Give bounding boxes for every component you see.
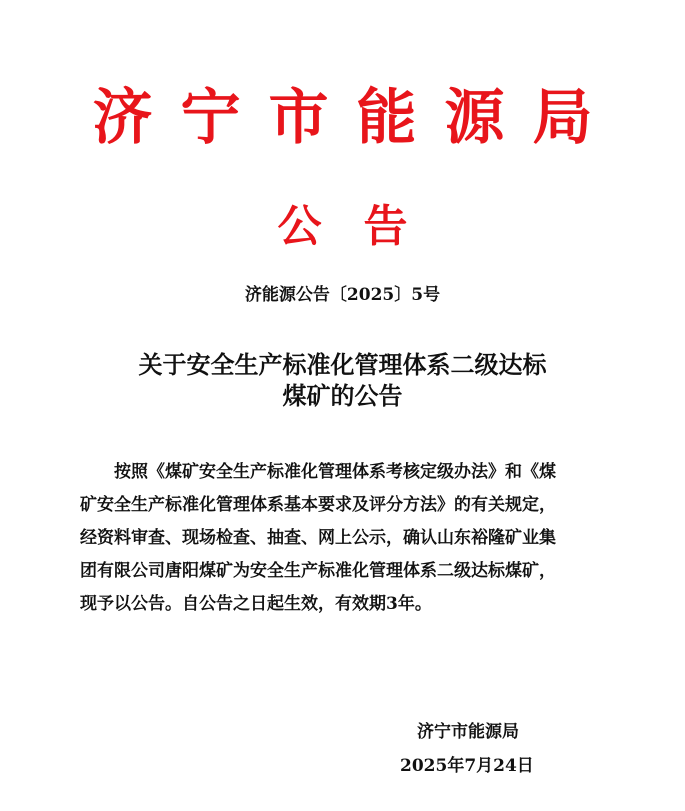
- title-line-1: 关于安全生产标准化管理体系二级达标: [138, 351, 547, 379]
- announcement-body: [80, 456, 608, 621]
- title-line-2: 煤矿的公告: [282, 382, 403, 410]
- signature-issuer: 济宁市能源局: [417, 722, 519, 742]
- issuing-organization-header: 济宁市能源局: [92, 83, 621, 153]
- body-line: 经资料审查、现场检查、抽查、网上公示，确认山东裕隆矿业集: [80, 528, 556, 548]
- body-line: 按照《煤矿安全生产标准化管理体系考核定级办法》和《煤: [114, 462, 556, 482]
- announcement-title: [0, 350, 685, 412]
- document-number: 济能源公告〔2025〕5号: [244, 285, 441, 305]
- body-line: 现予以公告。自公告之日起生效，有效期3年。: [80, 594, 432, 614]
- document-type-heading: 公告: [277, 201, 450, 252]
- body-line: 团有限公司唐阳煤矿为安全生产标准化管理体系二级达标煤矿，: [80, 561, 556, 581]
- body-line: 矿安全生产标准化管理体系基本要求及评分方法》的有关规定，: [80, 495, 556, 515]
- signature-date: 2025年7月24日: [400, 756, 534, 776]
